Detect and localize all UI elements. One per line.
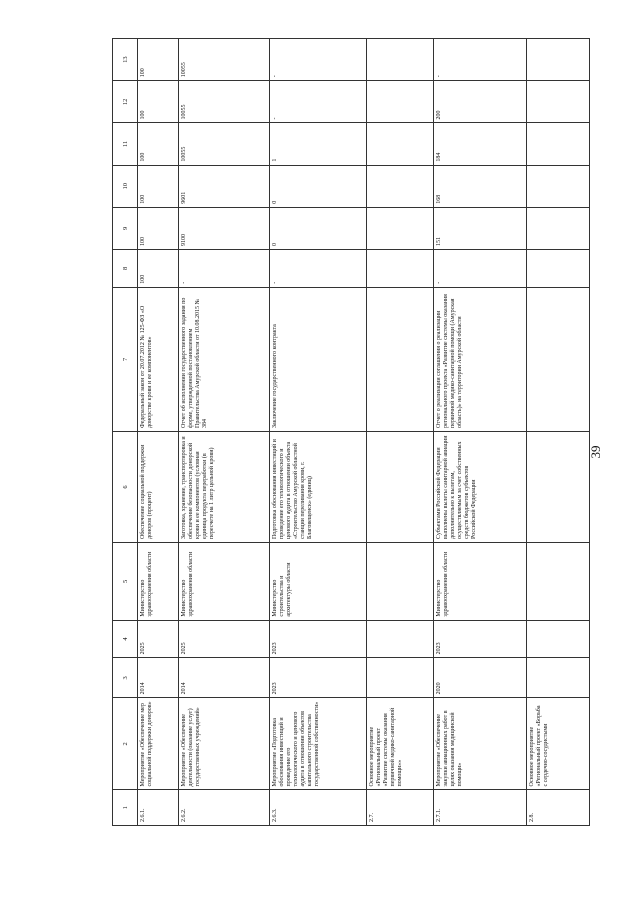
table-cell: Министерство здравоохранения области	[179, 542, 270, 620]
table-cell	[527, 165, 590, 207]
table-cell: 100	[138, 81, 179, 123]
table-cell	[527, 287, 590, 431]
table-cell: 10055	[179, 39, 270, 81]
program-table	[112, 38, 590, 826]
table-cell: 168	[434, 165, 527, 207]
table-cell: 2.6.2.	[179, 790, 270, 826]
table-cell	[527, 658, 590, 698]
table-cell: Основное мероприятие «Региональный проект «Борьба с сердечно-сосудистыми	[527, 698, 590, 790]
table-cell: 100	[138, 165, 179, 207]
table-row	[270, 39, 367, 826]
header-cell: 7	[113, 287, 138, 431]
table-cell: 10055	[179, 81, 270, 123]
table-cell	[367, 123, 434, 165]
table-cell: 100	[138, 249, 179, 287]
table-cell: 9100	[179, 207, 270, 249]
table-cell	[527, 39, 590, 81]
table-row	[434, 39, 527, 826]
table-cell: Министерство строительства и архитектуры области	[270, 542, 367, 620]
table-cell	[367, 431, 434, 542]
table-cell: Обеспечение социальной поддержки доноров (процент)	[138, 431, 179, 542]
page-number: 39	[588, 445, 603, 459]
table-cell: Федеральный закон от 20.07.2012 № 125-ФЗ «О донорстве крови и ее компонентов»	[138, 287, 179, 431]
table-cell: 100	[138, 39, 179, 81]
header-cell: 2	[113, 698, 138, 790]
table-cell: 100	[138, 123, 179, 165]
table-row	[367, 39, 434, 826]
table-cell: 1	[270, 123, 367, 165]
table-cell	[367, 39, 434, 81]
header-cell: 10	[113, 165, 138, 207]
table-cell	[367, 542, 434, 620]
table-cell: 2.7.1.	[434, 790, 527, 826]
table-cell: 2.8.	[527, 790, 590, 826]
table-row	[527, 39, 590, 826]
table-cell	[367, 81, 434, 123]
table-cell: -	[434, 249, 527, 287]
header-cell: 3	[113, 658, 138, 698]
table-cell	[527, 620, 590, 658]
header-cell: 9	[113, 207, 138, 249]
table-cell: 2023	[270, 620, 367, 658]
table-cell: 2014	[179, 658, 270, 698]
header-cell: 4	[113, 620, 138, 658]
table-cell: Субъектами Российской Федерации выполнены вылеты санитарной авиации дополнительно к вылетам, осуществляемым за счет собственных средств бюджетов субъектов Российской Федерации	[434, 431, 527, 542]
table-cell	[527, 542, 590, 620]
table-cell: -	[434, 39, 527, 81]
table-cell	[367, 658, 434, 698]
header-cell: 11	[113, 123, 138, 165]
table-cell: Заготовка, хранение, транспортировка и обеспечение безопасности донорской крови и ее компонентов (условная единица продукта переработки (в пересчете на 1 литр цельной крови)	[179, 431, 270, 542]
table-cell: 151	[434, 207, 527, 249]
table-cell: 9601	[179, 165, 270, 207]
table-cell: 2014	[138, 658, 179, 698]
table-cell: Министерство здравоохранения области	[434, 542, 527, 620]
table-cell: Мероприятие «Подготовка обоснования инвестиций и проведение его технологического и ценового аудита в отношении объектов капитального строительства государственной собственности»	[270, 698, 367, 790]
table-cell: 184	[434, 123, 527, 165]
table-cell: 2025	[179, 620, 270, 658]
table-cell: 2023	[434, 620, 527, 658]
table-cell: 2023	[270, 658, 367, 698]
table-cell	[367, 249, 434, 287]
table-cell: 2.7.	[367, 790, 434, 826]
header-cell: 1	[113, 790, 138, 826]
table-cell: Подготовка обоснования инвестиций и проведение его технологического и ценового аудита в отношении объекта «Строительство Амурской областной станции переливания крови, г. Благовещенск» (единиц)	[270, 431, 367, 542]
table-cell	[527, 207, 590, 249]
table-cell: Основное мероприятие «Региональный проект «Развитие системы оказания первичной медико-санитарной помощи»»	[367, 698, 434, 790]
table-cell: 100	[138, 207, 179, 249]
table-cell: 2.6.1.	[138, 790, 179, 826]
table-cell: 2.6.3.	[270, 790, 367, 826]
table-cell: 0	[270, 165, 367, 207]
header-cell: 12	[113, 81, 138, 123]
table-cell: 2025	[138, 620, 179, 658]
table-cell: -	[270, 81, 367, 123]
table-cell: Отчет о реализации соглашения о реализации регионального проекта «Развитие системы оказания первичной медико-санитарной помощи (Амурская область)» на территории Амурской области	[434, 287, 527, 431]
header-row	[113, 39, 138, 826]
table-cell: Мероприятие «Обеспечение мер социальной поддержки доноров»	[138, 698, 179, 790]
table-cell: Мероприятие «Обеспечение закупки авиационных работ в целях оказания медицинской помощи»	[434, 698, 527, 790]
table-cell	[367, 207, 434, 249]
table-cell	[367, 620, 434, 658]
table-cell: Заключение государственного контракта	[270, 287, 367, 431]
table-cell: Министерство здравоохранения области	[138, 542, 179, 620]
table-cell: 2020	[434, 658, 527, 698]
table-row	[179, 39, 270, 826]
table-row	[138, 39, 179, 826]
header-cell: 8	[113, 249, 138, 287]
table-cell	[527, 81, 590, 123]
table-cell	[527, 249, 590, 287]
table-cell: 200	[434, 81, 527, 123]
table-cell: Мероприятие «Обеспечение деятельности (оказание услуг) государственных учреждений»	[179, 698, 270, 790]
header-cell: 6	[113, 431, 138, 542]
table-cell: 10055	[179, 123, 270, 165]
table-cell: -	[270, 39, 367, 81]
header-cell: 13	[113, 39, 138, 81]
table-cell: -	[270, 249, 367, 287]
table-cell	[367, 287, 434, 431]
table-cell: -	[179, 249, 270, 287]
table-cell: Отчет об исполнении государственного задания по форме, утвержденной постановлением Правительства Амурской области от 10.08.2015 № 384	[179, 287, 270, 431]
table-cell	[527, 431, 590, 542]
header-cell: 5	[113, 542, 138, 620]
table-cell	[367, 165, 434, 207]
table-cell	[527, 123, 590, 165]
rotated-table-container	[112, 38, 574, 826]
table-cell: 0	[270, 207, 367, 249]
